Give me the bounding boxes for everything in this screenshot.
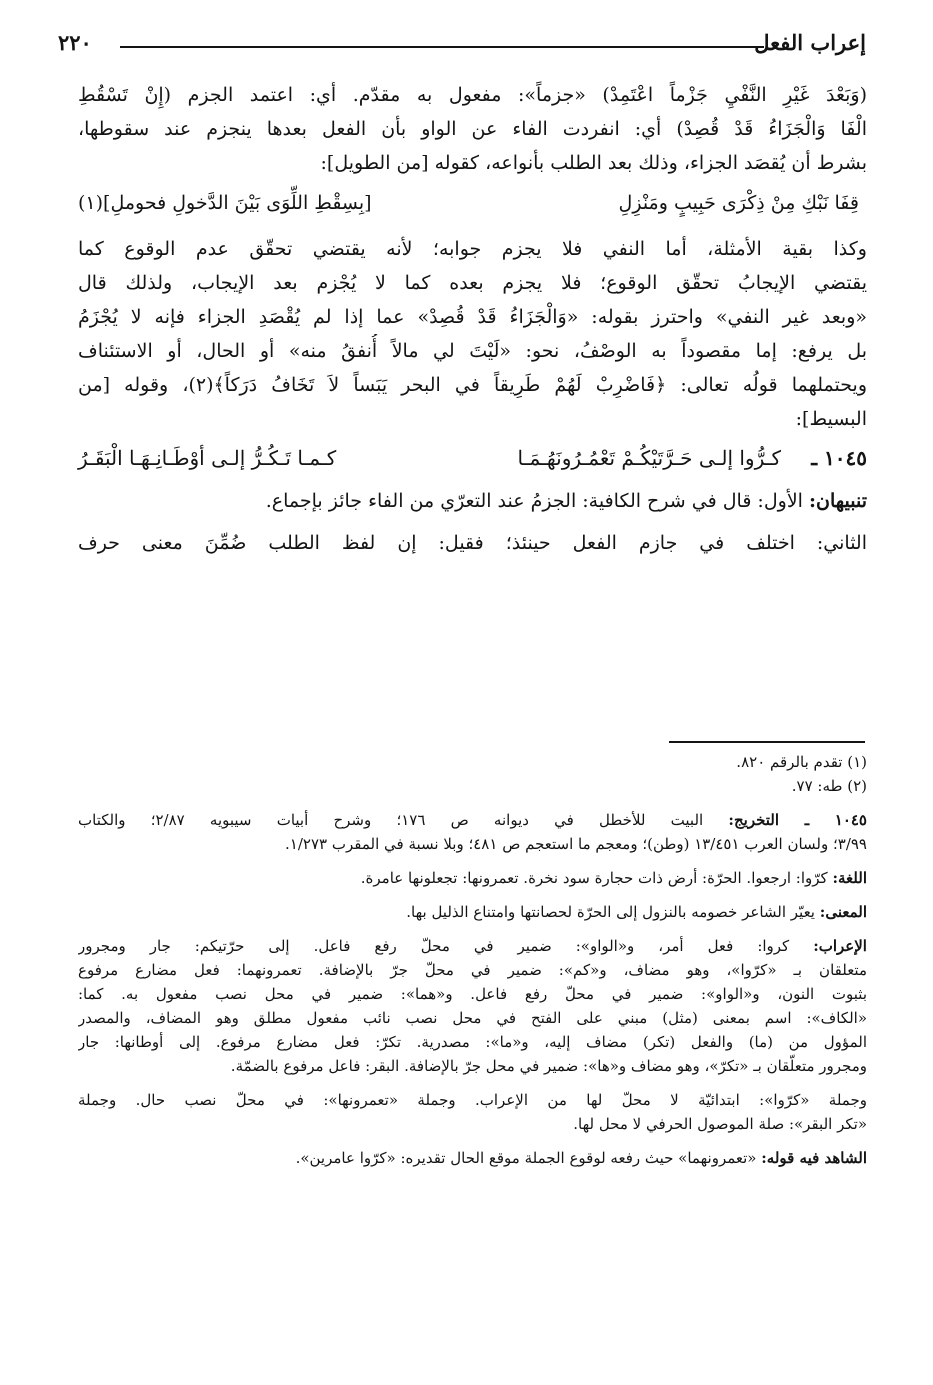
paragraph-line: بشرط أن يُقصَد الجزاء، وذلك بعد الطلب بأنواعه، كقوله [من الطويل]: <box>320 152 867 174</box>
paragraph-line: ويحتملهما قولُه تعالى: ﴿فَاضْرِبْ لَهُمْ طَرِيقاً في البحر يَبَساً لاَ تَخَافُ دَرَكاً﴾(٢)، وقوله [من <box>78 374 867 396</box>
verse-quote <box>78 180 867 232</box>
shahid-text: «تعمرونهما» حيث رفعه لوقوع الجملة موقع الحال تقديره: «كرّوا عامرين». <box>295 1149 757 1167</box>
paragraph-line: البسيط]: <box>795 408 867 430</box>
irab-line: المؤول من (ما) والفعل (تكر) مضاف إليه، و«ما»: مصدرية. تكرّ: فعل مضارع مرفوع. إلى أوطانها: جار <box>78 1033 867 1051</box>
paragraph-line: وكذا بقية الأمثلة، أما النفي فلا يجزم جوابه؛ لأنه يقتضي تحقّق عدم الوقوع كما <box>78 238 867 260</box>
footnote: (٢) طه: ٧٧. <box>791 777 867 795</box>
jumal-line: «تكر البقر»: صلة الموصول الحرفي لا محل لها. <box>573 1115 867 1133</box>
paragraph-line: يقتضي الإيجابُ تحقّق الوقوع؛ فلا يجزم بعده كما لا يُجْزم بعد الإيجاب، ولذلك قال <box>78 272 867 294</box>
verse-hemistich-first: قِفَا نَبْكِ مِنْ ذِكْرَى حَبِيبٍ ومَنْزِلِ <box>618 192 859 214</box>
verse-hemistich-second: كـمـا تَـكُـرُّ إلـى أوْطَـانِـهَـا الْبَقَـرُ <box>78 446 337 470</box>
irab-line: متعلقان بـ «كرّوا»، وهو مضاف، و«كم»: ضمير في محلّ جرّ بالإضافة. تعمرونهما: فعل مضارع مرفوع <box>78 961 867 979</box>
verse-hemistich-first: كـرُّوا إلـى حَـرَّتَيْكُـمْ تَعْمُـرُونَهُـمَـا <box>517 446 781 470</box>
lugha-text: كرّوا: ارجعوا. الحرّة: أرض ذات حجارة سود نخرة. تعمرونها: تجعلونها عامرة. <box>360 869 828 887</box>
mana-text: يعيّر الشاعر خصومه بالنزول إلى الحرّة لحصانتها وامتناع الذليل بها. <box>406 903 815 921</box>
takhrij-text: البيت للأخطل في ديوانه ص ١٧٦؛ وشرح أبيات سيبويه ٢/٨٧؛ والكتاب <box>78 811 704 829</box>
main-text <box>78 78 867 560</box>
paragraph-line: «وبعد غير النفي» واحترز بقوله: «وَالْجَزَاءُ قَدْ قُصِدْ» عما إذا لم يُقْصَدِ الجزاء فإنه لا يُجْزَمُ <box>78 306 867 328</box>
header-rule <box>120 46 764 48</box>
mana-label: المعنى: <box>819 903 867 921</box>
verse-number: ١٠٤٥ ـ <box>811 446 867 470</box>
lugha-line <box>78 866 867 890</box>
footnotes-section <box>78 750 867 1170</box>
paragraph-line: الْفَا وَالْجَزَاءُ قَدْ قُصِدْ) أي: انفردت الفاء عن الواو بأن الفعل بعدها ينجزم عند سقوطها، <box>78 118 867 140</box>
shahid-label: الشاهد فيه قوله: <box>761 1149 867 1167</box>
verse-hemistich-second: [بِسِقْطِ اللِّوَى بَيْنَ الدَّخولِ فحوملِ](١) <box>78 192 372 214</box>
irab-label: الإعراب: <box>813 937 867 955</box>
irab-line: بثبوت النون، و«الواو»: ضمير في محلّ رفع فاعل. و«هما»: ضمير في محل نصب مفعول به. كما: <box>78 985 867 1003</box>
paragraph-line: الثاني: اختلف في جازم الفعل حينئذ؛ فقيل: إن لفظ الطلب ضُمِّنَ معنى حرف <box>78 532 867 554</box>
page-number: ٢٢٠ <box>58 30 92 55</box>
lugha-label: اللغة: <box>832 869 867 887</box>
jumal-line: وجملة «كرّوا»: ابتدائيّة لا محلّ لها من الإعراب. وجملة «تعمرونها»: في محلّ نصب حال. وجملة <box>78 1091 867 1109</box>
note-heading-text: الأول: قال في شرح الكافية: الجزمُ عند التعرّي من الفاء جائز بإجماع. <box>265 490 803 512</box>
irab-line: «الكاف»: اسم بمعنى (مثل) مبني على الفتح في محل نصب نائب مفعول مطلق وهو المضاف، والمصدر <box>78 1009 867 1027</box>
irab-text: كروا: فعل أمر، و«الواو»: ضمير في محلّ رفع فاعل. إلى حرّتيكم: جار ومجرور <box>78 937 790 955</box>
takhrij-line <box>78 808 867 832</box>
paragraph-line: بل يرفع: إما مقصوداً به الوصْفُ، نحو: «لَيْتَ لي مالاً أُنفقُ منه» أو الحال، أو الاستئناف <box>78 340 867 362</box>
irab-line: ومجرور متعلّقان بـ «تكرّ»، وهو مضاف و«ها»: ضمير في محل جرّ بالإضافة. البقر: فاعل مرفوع بالضمّة. <box>230 1057 867 1075</box>
footnote-separator <box>669 741 865 743</box>
takhrij-label: ١٠٤٥ ـ التخريج: <box>728 811 867 829</box>
running-header <box>58 26 866 66</box>
chapter-title: إعراب الفعل <box>754 30 866 55</box>
shahid-line <box>78 1146 867 1170</box>
paragraph-line: (وَبَعْدَ غَيْرِ النَّفْيِ جَزْماً اعْتَمِدْ) «جزماً»: مفعول به مقدّم. أي: اعتمد الجزم (إِنْ تَسْقُطِ <box>78 84 867 106</box>
numbered-verse <box>78 436 867 484</box>
footnote: (١) تقدم بالرقم ٨٢٠. <box>736 753 867 771</box>
note-heading-label: تنبيهان: <box>808 490 867 512</box>
mana-line <box>78 900 867 924</box>
takhrij-line: ٣/٩٩؛ ولسان العرب ١٣/٤٥١ (وطن)؛ ومعجم ما استعجم ص ٤٨١؛ وبلا نسبة في المقرب ١/٢٧٣. <box>285 835 867 853</box>
irab-line <box>78 934 867 958</box>
note-heading-line <box>78 484 867 518</box>
